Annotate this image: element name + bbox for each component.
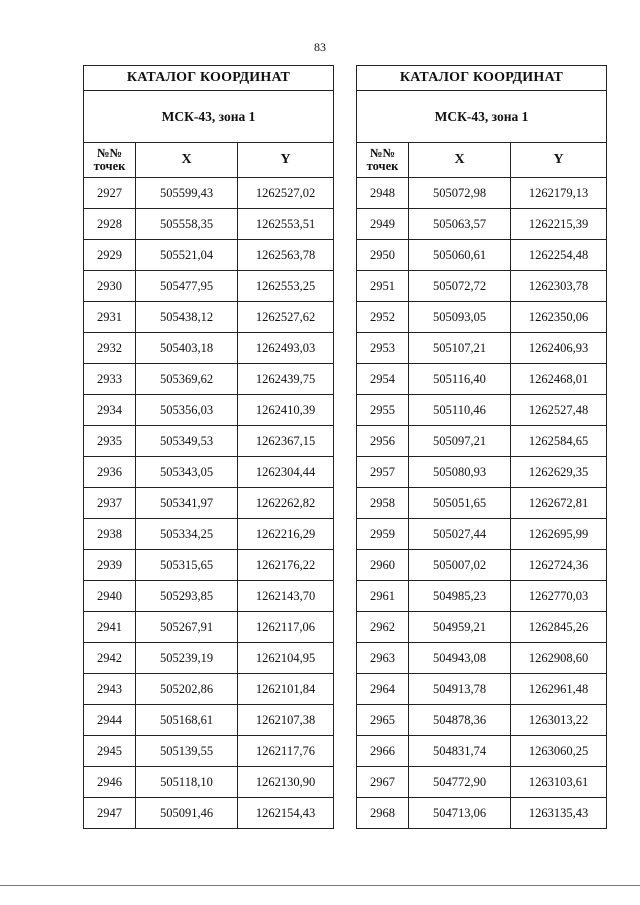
point-number-cell: 2931 [84, 302, 136, 333]
y-coordinate-cell: 1262493,03 [238, 333, 334, 364]
table-row [357, 643, 607, 674]
x-coordinate-cell: 505239,19 [136, 643, 238, 674]
column-header-y: Y [238, 143, 334, 178]
column-header-points-label: точек [366, 159, 399, 173]
point-number-cell: 2960 [357, 550, 409, 581]
table-row [357, 178, 607, 209]
y-coordinate-cell: 1262130,90 [238, 767, 334, 798]
x-coordinate-cell: 505521,04 [136, 240, 238, 271]
point-number-cell: 2941 [84, 612, 136, 643]
y-coordinate-cell: 1262553,51 [238, 209, 334, 240]
point-number-cell: 2928 [84, 209, 136, 240]
point-number-cell: 2957 [357, 457, 409, 488]
x-coordinate-cell: 505072,98 [409, 178, 511, 209]
point-number-cell: 2940 [84, 581, 136, 612]
x-coordinate-cell: 505356,03 [136, 395, 238, 426]
point-number-cell: 2938 [84, 519, 136, 550]
y-coordinate-cell: 1262908,60 [511, 643, 607, 674]
x-coordinate-cell: 504772,90 [409, 767, 511, 798]
table-row [357, 240, 607, 271]
table-row [357, 612, 607, 643]
y-coordinate-cell: 1262563,78 [238, 240, 334, 271]
table-row [357, 767, 607, 798]
table-row [84, 426, 334, 457]
x-coordinate-cell: 505369,62 [136, 364, 238, 395]
table-row [84, 240, 334, 271]
column-header-point-number [84, 143, 136, 178]
y-coordinate-cell: 1262367,15 [238, 426, 334, 457]
y-coordinate-cell: 1262101,84 [238, 674, 334, 705]
point-number-cell: 2961 [357, 581, 409, 612]
y-coordinate-cell: 1262468,01 [511, 364, 607, 395]
table-row [84, 581, 334, 612]
point-number-cell: 2930 [84, 271, 136, 302]
x-coordinate-cell: 504713,06 [409, 798, 511, 829]
y-coordinate-cell: 1262527,62 [238, 302, 334, 333]
point-number-cell: 2966 [357, 736, 409, 767]
table-row [84, 798, 334, 829]
catalog-body-left [84, 178, 334, 829]
point-number-cell: 2962 [357, 612, 409, 643]
table-row [357, 333, 607, 364]
point-number-cell: 2965 [357, 705, 409, 736]
x-coordinate-cell: 505093,05 [409, 302, 511, 333]
point-number-cell: 2937 [84, 488, 136, 519]
y-coordinate-cell: 1262695,99 [511, 519, 607, 550]
table-row [357, 302, 607, 333]
catalog-zone: МСК-43, зона 1 [357, 91, 607, 143]
page-bottom-rule [0, 885, 640, 886]
table-row [84, 209, 334, 240]
y-coordinate-cell: 1262117,76 [238, 736, 334, 767]
column-header-point-number [357, 143, 409, 178]
point-number-cell: 2946 [84, 767, 136, 798]
x-coordinate-cell: 505202,86 [136, 674, 238, 705]
x-coordinate-cell: 505293,85 [136, 581, 238, 612]
x-coordinate-cell: 505097,21 [409, 426, 511, 457]
point-number-cell: 2944 [84, 705, 136, 736]
x-coordinate-cell: 505168,61 [136, 705, 238, 736]
x-coordinate-cell: 504831,74 [409, 736, 511, 767]
table-row [84, 612, 334, 643]
point-number-cell: 2955 [357, 395, 409, 426]
point-number-cell: 2935 [84, 426, 136, 457]
table-row [84, 178, 334, 209]
table-row [357, 674, 607, 705]
point-number-cell: 2956 [357, 426, 409, 457]
table-row [84, 767, 334, 798]
x-coordinate-cell: 505110,46 [409, 395, 511, 426]
x-coordinate-cell: 505438,12 [136, 302, 238, 333]
x-coordinate-cell: 505403,18 [136, 333, 238, 364]
table-row [357, 519, 607, 550]
table-row [357, 395, 607, 426]
x-coordinate-cell: 505051,65 [409, 488, 511, 519]
point-number-cell: 2952 [357, 302, 409, 333]
y-coordinate-cell: 1262303,78 [511, 271, 607, 302]
point-number-cell: 2963 [357, 643, 409, 674]
point-number-cell: 2949 [357, 209, 409, 240]
x-coordinate-cell: 505341,97 [136, 488, 238, 519]
column-header-number-sign: №№ [369, 146, 396, 160]
catalog-title: КАТАЛОГ КООРДИНАТ [84, 66, 334, 91]
table-row [84, 488, 334, 519]
table-row [84, 364, 334, 395]
x-coordinate-cell: 505107,21 [409, 333, 511, 364]
column-header-y: Y [511, 143, 607, 178]
table-row [357, 364, 607, 395]
column-header-x: X [136, 143, 238, 178]
x-coordinate-cell: 505334,25 [136, 519, 238, 550]
table-row [357, 426, 607, 457]
point-number-cell: 2929 [84, 240, 136, 271]
x-coordinate-cell: 505060,61 [409, 240, 511, 271]
x-coordinate-cell: 505027,44 [409, 519, 511, 550]
x-coordinate-cell: 504959,21 [409, 612, 511, 643]
table-row [357, 457, 607, 488]
column-header-points-label: точек [93, 159, 126, 173]
table-row [357, 271, 607, 302]
y-coordinate-cell: 1262724,36 [511, 550, 607, 581]
y-coordinate-cell: 1262406,93 [511, 333, 607, 364]
x-coordinate-cell: 505072,72 [409, 271, 511, 302]
catalog-body-right [357, 178, 607, 829]
table-row [84, 333, 334, 364]
point-number-cell: 2927 [84, 178, 136, 209]
y-coordinate-cell: 1262770,03 [511, 581, 607, 612]
point-number-cell: 2934 [84, 395, 136, 426]
point-number-cell: 2947 [84, 798, 136, 829]
table-row [84, 643, 334, 674]
point-number-cell: 2939 [84, 550, 136, 581]
point-number-cell: 2950 [357, 240, 409, 271]
table-row [84, 736, 334, 767]
x-coordinate-cell: 504878,36 [409, 705, 511, 736]
x-coordinate-cell: 505118,10 [136, 767, 238, 798]
x-coordinate-cell: 504943,08 [409, 643, 511, 674]
column-header-number-sign: №№ [96, 146, 123, 160]
page-number: 83 [314, 40, 326, 54]
table-row [84, 674, 334, 705]
point-number-cell: 2948 [357, 178, 409, 209]
point-number-cell: 2958 [357, 488, 409, 519]
point-number-cell: 2942 [84, 643, 136, 674]
table-row [84, 457, 334, 488]
table-row [84, 705, 334, 736]
y-coordinate-cell: 1262216,29 [238, 519, 334, 550]
y-coordinate-cell: 1262262,82 [238, 488, 334, 519]
point-number-cell: 2959 [357, 519, 409, 550]
x-coordinate-cell: 505315,65 [136, 550, 238, 581]
y-coordinate-cell: 1262179,13 [511, 178, 607, 209]
coordinate-catalog-left [83, 65, 334, 829]
table-row [84, 395, 334, 426]
y-coordinate-cell: 1262410,39 [238, 395, 334, 426]
y-coordinate-cell: 1262154,43 [238, 798, 334, 829]
y-coordinate-cell: 1262439,75 [238, 364, 334, 395]
point-number-cell: 2967 [357, 767, 409, 798]
y-coordinate-cell: 1262254,48 [511, 240, 607, 271]
y-coordinate-cell: 1263103,61 [511, 767, 607, 798]
table-row [357, 581, 607, 612]
table-row [357, 209, 607, 240]
y-coordinate-cell: 1262104,95 [238, 643, 334, 674]
point-number-cell: 2964 [357, 674, 409, 705]
table-row [84, 519, 334, 550]
x-coordinate-cell: 505599,43 [136, 178, 238, 209]
point-number-cell: 2933 [84, 364, 136, 395]
y-coordinate-cell: 1262350,06 [511, 302, 607, 333]
point-number-cell: 2932 [84, 333, 136, 364]
point-number-cell: 2943 [84, 674, 136, 705]
x-coordinate-cell: 505558,35 [136, 209, 238, 240]
table-row [357, 705, 607, 736]
table-row [357, 488, 607, 519]
y-coordinate-cell: 1262672,81 [511, 488, 607, 519]
table-row [357, 550, 607, 581]
x-coordinate-cell: 504913,78 [409, 674, 511, 705]
table-row [357, 736, 607, 767]
table-row [357, 798, 607, 829]
table-row [84, 271, 334, 302]
point-number-cell: 2954 [357, 364, 409, 395]
coordinate-catalog-right [356, 65, 607, 829]
y-coordinate-cell: 1262961,48 [511, 674, 607, 705]
y-coordinate-cell: 1262215,39 [511, 209, 607, 240]
x-coordinate-cell: 505139,55 [136, 736, 238, 767]
point-number-cell: 2968 [357, 798, 409, 829]
y-coordinate-cell: 1263135,43 [511, 798, 607, 829]
y-coordinate-cell: 1262304,44 [238, 457, 334, 488]
x-coordinate-cell: 505267,91 [136, 612, 238, 643]
x-coordinate-cell: 505477,95 [136, 271, 238, 302]
table-row [84, 302, 334, 333]
y-coordinate-cell: 1262527,48 [511, 395, 607, 426]
x-coordinate-cell: 505091,46 [136, 798, 238, 829]
x-coordinate-cell: 505349,53 [136, 426, 238, 457]
x-coordinate-cell: 505063,57 [409, 209, 511, 240]
x-coordinate-cell: 505007,02 [409, 550, 511, 581]
column-header-x: X [409, 143, 511, 178]
y-coordinate-cell: 1263013,22 [511, 705, 607, 736]
point-number-cell: 2951 [357, 271, 409, 302]
y-coordinate-cell: 1262584,65 [511, 426, 607, 457]
point-number-cell: 2953 [357, 333, 409, 364]
catalog-zone: МСК-43, зона 1 [84, 91, 334, 143]
point-number-cell: 2936 [84, 457, 136, 488]
x-coordinate-cell: 505343,05 [136, 457, 238, 488]
y-coordinate-cell: 1262845,26 [511, 612, 607, 643]
catalog-title: КАТАЛОГ КООРДИНАТ [357, 66, 607, 91]
y-coordinate-cell: 1262176,22 [238, 550, 334, 581]
y-coordinate-cell: 1262143,70 [238, 581, 334, 612]
y-coordinate-cell: 1263060,25 [511, 736, 607, 767]
y-coordinate-cell: 1262553,25 [238, 271, 334, 302]
y-coordinate-cell: 1262117,06 [238, 612, 334, 643]
table-row [84, 550, 334, 581]
y-coordinate-cell: 1262629,35 [511, 457, 607, 488]
x-coordinate-cell: 504985,23 [409, 581, 511, 612]
point-number-cell: 2945 [84, 736, 136, 767]
y-coordinate-cell: 1262107,38 [238, 705, 334, 736]
x-coordinate-cell: 505080,93 [409, 457, 511, 488]
x-coordinate-cell: 505116,40 [409, 364, 511, 395]
y-coordinate-cell: 1262527,02 [238, 178, 334, 209]
